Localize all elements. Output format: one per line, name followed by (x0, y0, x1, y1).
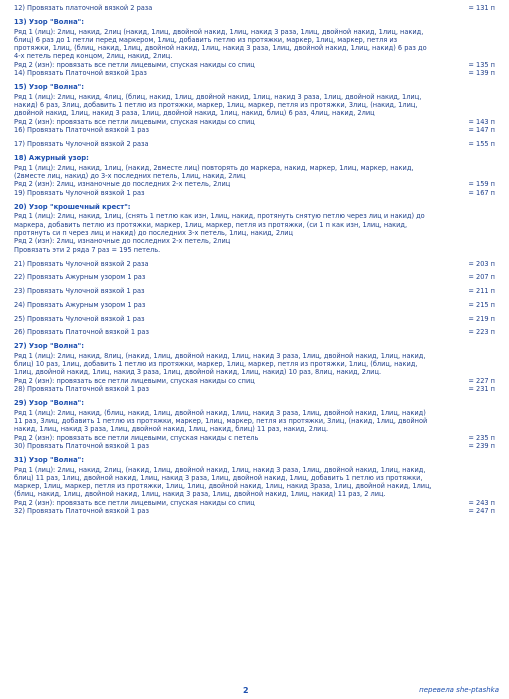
section-heading-text: 29) Узор "Волна": (14, 399, 84, 407)
stitch-count: = 207 п (468, 273, 495, 282)
instruction-text: 14) Провязать Платочной вязкой 1раз (14, 69, 147, 78)
section-heading (14, 18, 495, 26)
instruction-line (14, 507, 495, 515)
row-instruction (14, 180, 495, 188)
instruction-line (14, 189, 495, 197)
instruction-text: 19) Провязать Чулочной вязкой 1 раз (14, 188, 145, 197)
instruction-text: 12) Провязать платочной вязкой 2 раза (14, 4, 153, 12)
section-heading-text: 20) Узор "крошечный крест": (14, 202, 131, 211)
instruction-text: 26) Провязать Платочной вязкой 1 раз (14, 328, 149, 337)
row-instruction (14, 61, 495, 69)
row-text: Ряд 2 (изн): провязать все петли лицевыми, спуская накиды со спиц (14, 60, 255, 69)
section-heading-text: 13) Узор "Волна": (14, 17, 84, 26)
instruction-line (14, 260, 495, 268)
stitch-count: = 167 п (468, 188, 495, 197)
instruction-line (14, 287, 495, 295)
row-instruction (14, 352, 495, 376)
stitch-count: = 231 п (468, 385, 495, 394)
instruction-line (14, 246, 495, 254)
instruction-line (14, 328, 495, 336)
instruction-text: 24) Провязать Ажурным узором 1 раз (14, 300, 146, 309)
translator-credit: перевела she-ptashka (419, 686, 499, 694)
section-heading-text: 15) Узор "Волна": (14, 82, 84, 91)
instruction-text: 25) Провязать Чулочной вязкой 1 раз (14, 314, 145, 323)
row-text: Ряд 2 (изн): 2лиц, изнаночные до последних 2-х петель, 2лиц (14, 237, 231, 246)
row-instruction (14, 164, 495, 180)
row-instruction (14, 93, 495, 117)
stitch-count: = 247 п (468, 507, 495, 516)
row-text: Ряд 2 (изн): провязать все петли лицевыми, спуская накиды со спиц (14, 376, 255, 385)
instruction-line (14, 4, 495, 12)
instruction-line (14, 126, 495, 134)
instruction-text: 22) Провязать Ажурным узором 1 раз (14, 273, 146, 282)
instruction-text: 28) Провязать Платочной вязкой 1 раз (14, 385, 149, 394)
instruction-text: 16) Провязать Платочной вязкой 1 раз (14, 126, 149, 135)
instruction-text: 23) Провязать Чулочной вязкой 1 раз (14, 287, 145, 295)
row-instruction (14, 499, 495, 507)
instruction-line (14, 442, 495, 450)
row-text: Ряд 1 (лиц): 2лиц, накид, 2лиц (накид, 1лиц, двойной накид, 1лиц, накид 3 раза, 1лиц, двойной накид, 1лиц, накид, блиц) 6 раз до 1 петли перед маркером, 1лиц, добавить петлю из протяжки, маркер, 1лиц, маркер, петля из протяжки, 1лиц, (блиц, накид, 1лиц, двойной накид, 1лиц, накид 3 раза, 1лиц, двойной накид, 1лиц, накид) 6 раз до 4-х петель перед концом, 2лиц, накид, 2лиц. (14, 27, 427, 61)
row-instruction (14, 466, 495, 499)
stitch-count: = 243 п (468, 498, 495, 507)
row-text: Ряд 1 (лиц): 2лиц, накид, (блиц, накид, 1лиц, двойной накид, 1лиц, накид 3 раза, 1лиц, двойной накид, 1лиц, накид) 11 раз, 3лиц, добавить 1 петлю из протяжки, маркер, 1лиц, маркер, петля из протяжки, 3лиц, (накид, 1лиц, двойной накид, 1лиц, накид 3 раза, 1лиц, двойной накид, 1лиц, накид, блиц) 11 раз, накид, 2лиц. (14, 408, 428, 434)
instruction-line (14, 69, 495, 77)
row-text: Ряд 1 (лиц): 2лиц, накид, 2лиц, (накид, 1лиц, двойной накид, 1лиц, накид 3 раза, 1лиц, двойной накид, 1лиц, накид, блиц) 11 раз, 1лиц, двойной накид, 1лиц, накид 3 раза, 1лиц, двойной накид, 1лиц, добавить 1 петлю из протяжки, маркер, 1лиц, маркер, петля из протяжки, 1лиц, 1лиц, двойной накид, 1лиц, накид 3раза, 1лиц, двойной накид, 1лиц, (блиц, накид, 1лиц, двойной накид, 1лиц, накид 3 раза, 1лиц, двойной накид, 1лиц, накид) 11 раз, 2 лиц. (14, 465, 432, 499)
instruction-text: 30) Провязать Платочной вязкой 1 раз (14, 442, 149, 451)
row-instruction (14, 377, 495, 385)
row-text: Ряд 2 (изн): 2лиц, изнаночные до последних 2-х петель, 2лиц (14, 180, 231, 189)
row-text: Ряд 2 (изн): провязать все петли лицевыми, спуская накиды с петель (14, 433, 259, 442)
section-heading (14, 456, 495, 464)
stitch-count: = 215 п (468, 300, 495, 309)
row-instruction (14, 28, 495, 61)
stitch-count: = 131 п (468, 4, 495, 12)
stitch-count: = 203 п (468, 259, 495, 268)
instruction-text: 32) Провязать Платочной вязкой 1 раз (14, 507, 149, 516)
section-heading (14, 83, 495, 91)
instruction-text: 21) Провязать Чулочной вязкой 2 раза (14, 259, 149, 268)
section-heading (14, 399, 495, 407)
row-instruction (14, 212, 495, 236)
stitch-count: = 235 п (468, 433, 495, 442)
stitch-count: = 147 п (468, 126, 495, 135)
section-heading-text: 18) Ажурный узор: (14, 153, 89, 162)
row-text: Ряд 1 (лиц): 2лиц, накид, 4лиц, (блиц, накид, 1лиц, двойной накид, 1лиц, накид 3 раза, 1лиц, двойной накид, 1лиц, накид) 6 раз, 3лиц, добавить 1 петлю из протяжки, маркер, 1лиц, маркер, петля из протяжки, 3лиц, (накид, 1лиц, двойной накид, 1лиц, накид 3 раза, 1лиц, двойной накид, 1лиц, накид, блиц) 6 раз, 4лиц, накид, 2лиц (14, 92, 422, 118)
instruction-line (14, 385, 495, 393)
row-instruction (14, 409, 495, 433)
instruction-line (14, 140, 495, 148)
instruction-text: 17) Провязать Чулочной вязкой 2 раза (14, 139, 149, 148)
stitch-count: = 155 п (468, 139, 495, 148)
row-instruction (14, 237, 495, 245)
page-number: 2 (243, 686, 249, 695)
stitch-count: = 223 п (468, 328, 495, 337)
stitch-count: = 143 п (468, 117, 495, 126)
instruction-text: Провязать эти 2 ряда 7 раз = 195 петель. (14, 245, 161, 254)
section-heading (14, 154, 495, 162)
stitch-count: = 159 п (468, 180, 495, 189)
row-text: Ряд 1 (лиц): 2лиц, накид, 8лиц, (накид, 1лиц, двойной накид, 1лиц, накид 3 раза, 1лиц, двойной накид, 1лиц, накид, блиц) 10 раз, 1лиц, добавить 1 петлю из протяжки, маркер, 1лиц, маркер, петля из протяжки, 1лиц, (блиц, накид, 1лиц, двойной накид, 1лиц, накид 3 раза, 1лиц, двойной накид, 1лиц, накид) 10 раз, 8лиц, накид, 2лиц. (14, 351, 426, 377)
row-instruction (14, 434, 495, 442)
stitch-count: = 219 п (468, 314, 495, 323)
row-instruction (14, 118, 495, 126)
row-text: Ряд 2 (изн): провязать все петли лицевыми, спуская накиды со спиц (14, 498, 255, 507)
stitch-count: = 135 п (468, 60, 495, 69)
row-text: Ряд 1 (лиц): 2лиц, накид, 1лиц, (накид, 2вместе лиц) повторять до маркера, накид, маркер, 1лиц, маркер, накид, (2вместе лиц, накид) до 3-х последних петель, 1лиц, накид, 2лиц (14, 163, 414, 180)
section-heading (14, 203, 495, 211)
section-heading-text: 27) Узор "Волна": (14, 342, 84, 350)
stitch-count: = 227 п (468, 376, 495, 385)
pattern-text (14, 4, 495, 521)
stitch-count: = 139 п (468, 69, 495, 78)
row-text: Ряд 2 (изн): провязать все петли лицевыми, спуская накиды со спиц (14, 117, 255, 126)
stitch-count: = 211 п (468, 287, 495, 295)
instruction-line (14, 273, 495, 281)
section-heading (14, 342, 495, 350)
instruction-line (14, 301, 495, 309)
instruction-line (14, 315, 495, 323)
stitch-count: = 239 п (468, 442, 495, 451)
section-heading-text: 31) Узор "Волна": (14, 456, 84, 464)
row-text: Ряд 1 (лиц): 2лиц, накид, 1лиц, (снять 1 петлю как изн, 1лиц, накид, протянуть снятую петлю через лиц и накид) до маркера, добавить петлю из протяжки, маркер, 1лиц, маркер, петля из протяжки, (си 1 п как изн, 1лиц, накид, протянуть си п через лиц и накид) до последних 3-х петель, 1лиц, накид, 2лиц (14, 212, 425, 237)
